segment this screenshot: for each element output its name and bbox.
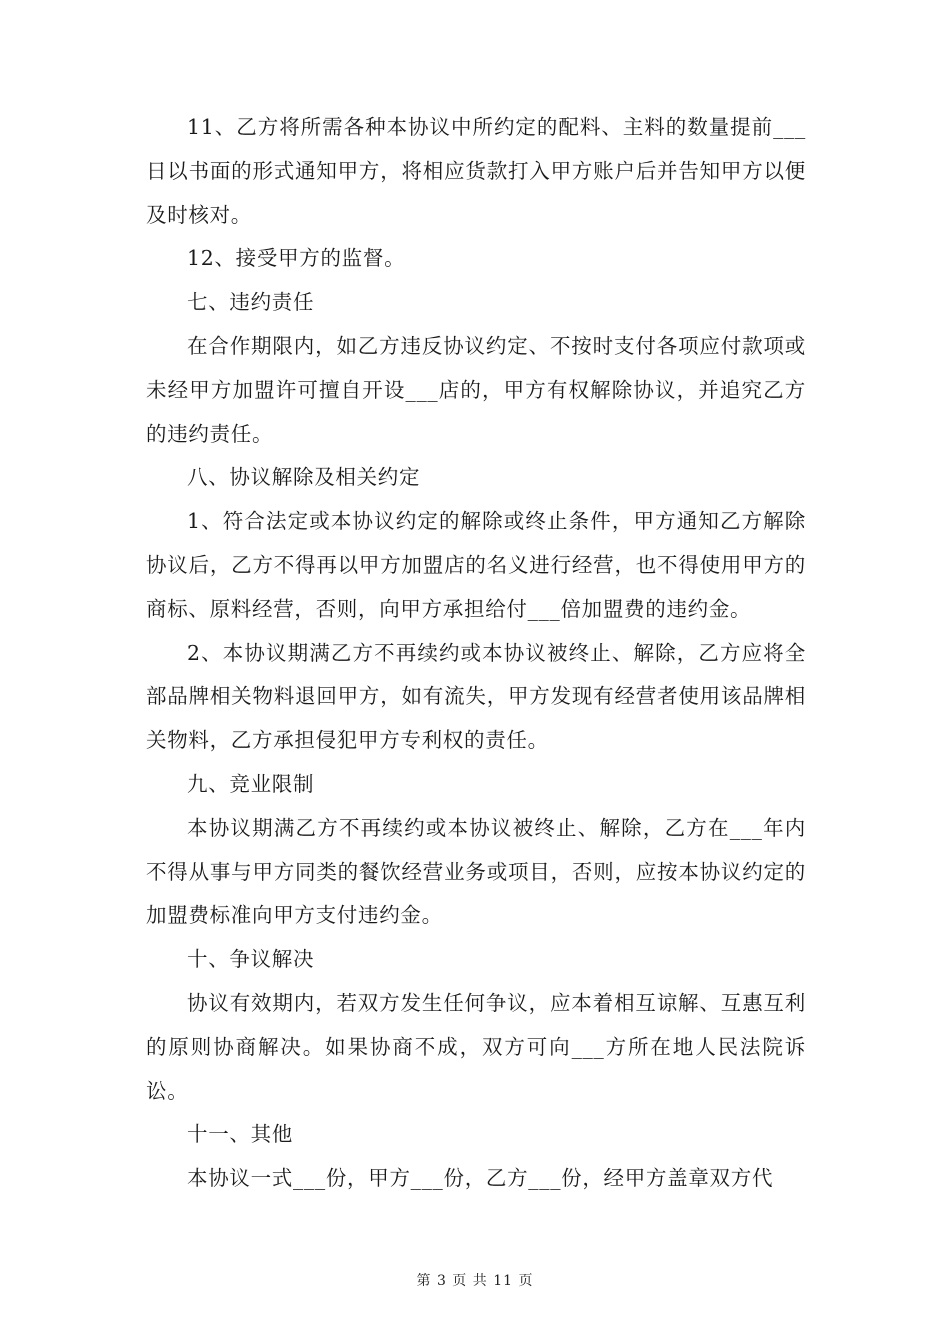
page-number-footer: 第 3 页 共 11 页	[416, 1273, 534, 1289]
section-heading-breach-liability: 七、违约责任	[187, 290, 315, 315]
section-heading-other: 十一、其他	[187, 1122, 293, 1147]
other-text: 本协议一式___份，甲方___份，乙方___份，经甲方盖章双方代	[187, 1166, 774, 1191]
dispute-resolution-text: 协议有效期内，若双方发生任何争议，应本着相互谅解、互惠互利的原则协商解决。如果协商不成，双方可向___方所在地人民法院诉讼。	[146, 990, 806, 1103]
clause-11: 11、乙方将所需各种本协议中所约定的配料、主料的数量提前___日以书面的形式通知甲方，将相应货款打入甲方账户后并告知甲方以便及时核对。	[146, 115, 806, 227]
breach-liability-text: 在合作期限内，如乙方违反协议约定、不按时支付各项应付款项或未经甲方加盟许可擅自开设___店的，甲方有权解除协议，并追究乙方的违约责任。	[146, 333, 806, 446]
section-heading-termination: 八、协议解除及相关约定	[187, 465, 421, 490]
termination-clause-1: 1、符合法定或本协议约定的解除或终止条件，甲方通知乙方解除协议后，乙方不得再以甲方加盟店的名义进行经营，也不得使用甲方的商标、原料经营，否则，向甲方承担给付___倍加盟费的违约金。	[146, 509, 806, 621]
section-heading-non-compete: 九、竞业限制	[187, 771, 315, 796]
non-compete-text: 本协议期满乙方不再续约或本协议被终止、解除，乙方在___年内不得从事与甲方同类的餐饮经营业务或项目，否则，应按本协议约定的加盟费标准向甲方支付违约金。	[146, 815, 806, 928]
termination-clause-2: 2、本协议期满乙方不再续约或本协议被终止、解除，乙方应将全部品牌相关物料退回甲方，如有流失，甲方发现有经营者使用该品牌相关物料，乙方承担侵犯甲方专利权的责任。	[146, 640, 806, 753]
clause-12: 12、接受甲方的监督。	[187, 246, 406, 271]
document-body	[146, 106, 806, 1201]
section-heading-dispute-resolution: 十、争议解决	[187, 947, 315, 972]
